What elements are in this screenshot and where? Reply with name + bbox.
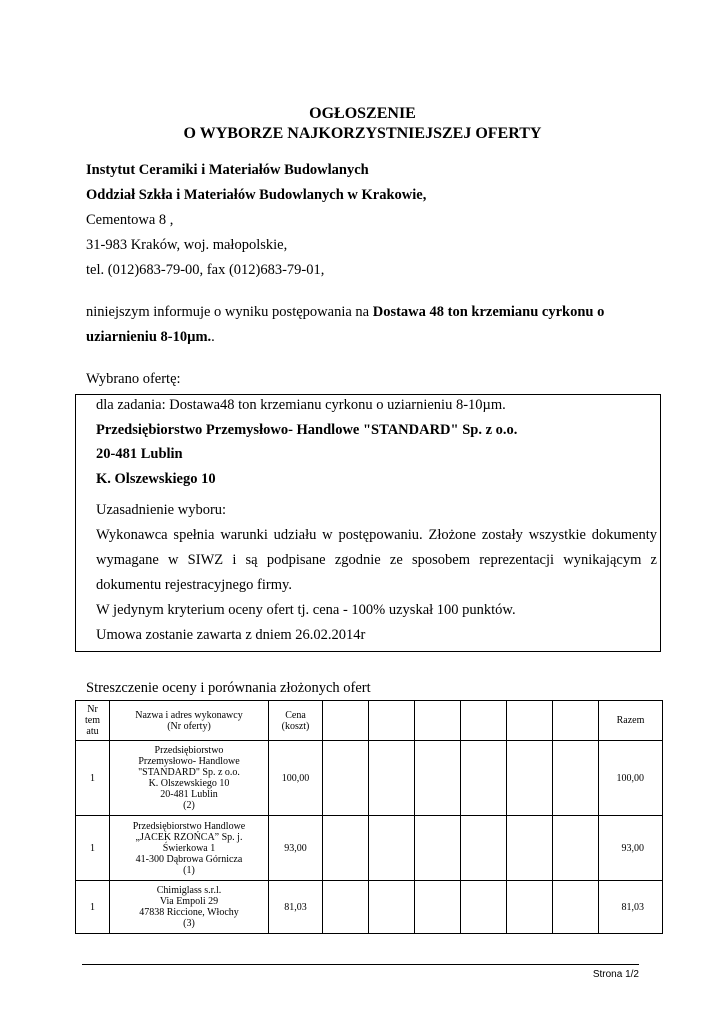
header-empty bbox=[553, 701, 599, 741]
table-row bbox=[76, 741, 663, 816]
institution-city: 31-983 Kraków, woj. małopolskie, bbox=[86, 237, 288, 253]
row-total: 81,03 bbox=[599, 881, 663, 934]
selected-label: Wybrano ofertę: bbox=[86, 371, 181, 387]
table-header-row bbox=[76, 701, 663, 741]
header-empty bbox=[369, 701, 415, 741]
header-empty bbox=[415, 701, 461, 741]
contract-date: Umowa zostanie zawarta z dniem 26.02.2014r bbox=[96, 627, 366, 643]
table-row bbox=[76, 816, 663, 881]
institution-branch: Oddział Szkła i Materiałów Budowlanych w Krakowie, bbox=[86, 187, 427, 203]
intro-suffix: . bbox=[211, 329, 215, 345]
row-total: 93,00 bbox=[599, 816, 663, 881]
header-total: Razem bbox=[599, 701, 663, 741]
criterion-text: W jedynym kryterium oceny ofert tj. cena - 100% uzyskał 100 punktów. bbox=[96, 602, 516, 618]
header-number: Nr tem atu bbox=[76, 701, 110, 741]
header-empty bbox=[323, 701, 369, 741]
selection-street: K. Olszewskiego 10 bbox=[96, 471, 216, 487]
row-total: 100,00 bbox=[599, 741, 663, 816]
header-empty bbox=[461, 701, 507, 741]
document-title-line2: O WYBORZE NAJKORZYSTNIEJSZEJ OFERTY bbox=[183, 125, 542, 142]
justification-line2: wymagane w SIWZ i są podpisane zgodnie ze sposobem reprezentacji wynikającym z bbox=[96, 552, 657, 568]
row-contractor: Chimiglass s.r.l. Via Empoli 29 47838 Riccione, Włochy (3) bbox=[110, 881, 269, 934]
table-row bbox=[76, 881, 663, 934]
summary-title: Streszczenie oceny i porównania złożonych ofert bbox=[86, 680, 371, 696]
institution-street: Cementowa 8 , bbox=[86, 212, 174, 228]
row-number: 1 bbox=[76, 816, 110, 881]
intro-line1 bbox=[86, 303, 604, 321]
row-contractor: Przedsiębiorstwo Handlowe „JACEK RZOŃCA” Sp. j. Świerkowa 1 41-300 Dąbrowa Górnicza (1) bbox=[110, 816, 269, 881]
justification-label: Uzasadnienie wyboru: bbox=[96, 502, 227, 518]
justification-line3: dokumentu rejestracyjnego firmy. bbox=[96, 577, 292, 593]
header-empty bbox=[507, 701, 553, 741]
document-title-line1: OGŁOSZENIE bbox=[309, 105, 416, 122]
intro-line2 bbox=[86, 328, 215, 346]
institution-name: Instytut Ceramiki i Materiałów Budowlanych bbox=[86, 162, 369, 178]
selection-task: dla zadania: Dostawa48 ton krzemianu cyrkonu o uziarnieniu 8-10µm. bbox=[96, 397, 506, 413]
intro-subject: Dostawa 48 ton krzemianu cyrkonu o bbox=[372, 304, 605, 320]
header-price: Cena (koszt) bbox=[269, 701, 323, 741]
row-price: 81,03 bbox=[269, 881, 323, 934]
institution-contact: tel. (012)683-79-00, fax (012)683-79-01, bbox=[86, 262, 325, 278]
row-price: 93,00 bbox=[269, 816, 323, 881]
intro-subject-cont: uziarnieniu 8-10µm. bbox=[86, 329, 212, 345]
row-contractor: Przedsiębiorstwo Przemysłowo- Handlowe "STANDARD" Sp. z o.o. K. Olszewskiego 10 20-481 Lublin (2) bbox=[110, 741, 269, 816]
row-number: 1 bbox=[76, 741, 110, 816]
justification-line1: Wykonawca spełnia warunki udziału w postępowaniu. Złożone zostały wszystkie dokumenty bbox=[96, 527, 657, 543]
selection-company: Przedsiębiorstwo Przemysłowo- Handlowe "STANDARD" Sp. z o.o. bbox=[96, 422, 518, 438]
selection-city: 20-481 Lublin bbox=[96, 446, 183, 462]
page-number: Strona 1/2 bbox=[592, 969, 639, 980]
row-number: 1 bbox=[76, 881, 110, 934]
header-contractor: Nazwa i adres wykonawcy (Nr oferty) bbox=[110, 701, 269, 741]
row-price: 100,00 bbox=[269, 741, 323, 816]
offers-table bbox=[75, 700, 663, 934]
intro-prefix: niniejszym informuje o wyniku postępowania na bbox=[86, 304, 373, 320]
footer-divider bbox=[82, 964, 639, 965]
